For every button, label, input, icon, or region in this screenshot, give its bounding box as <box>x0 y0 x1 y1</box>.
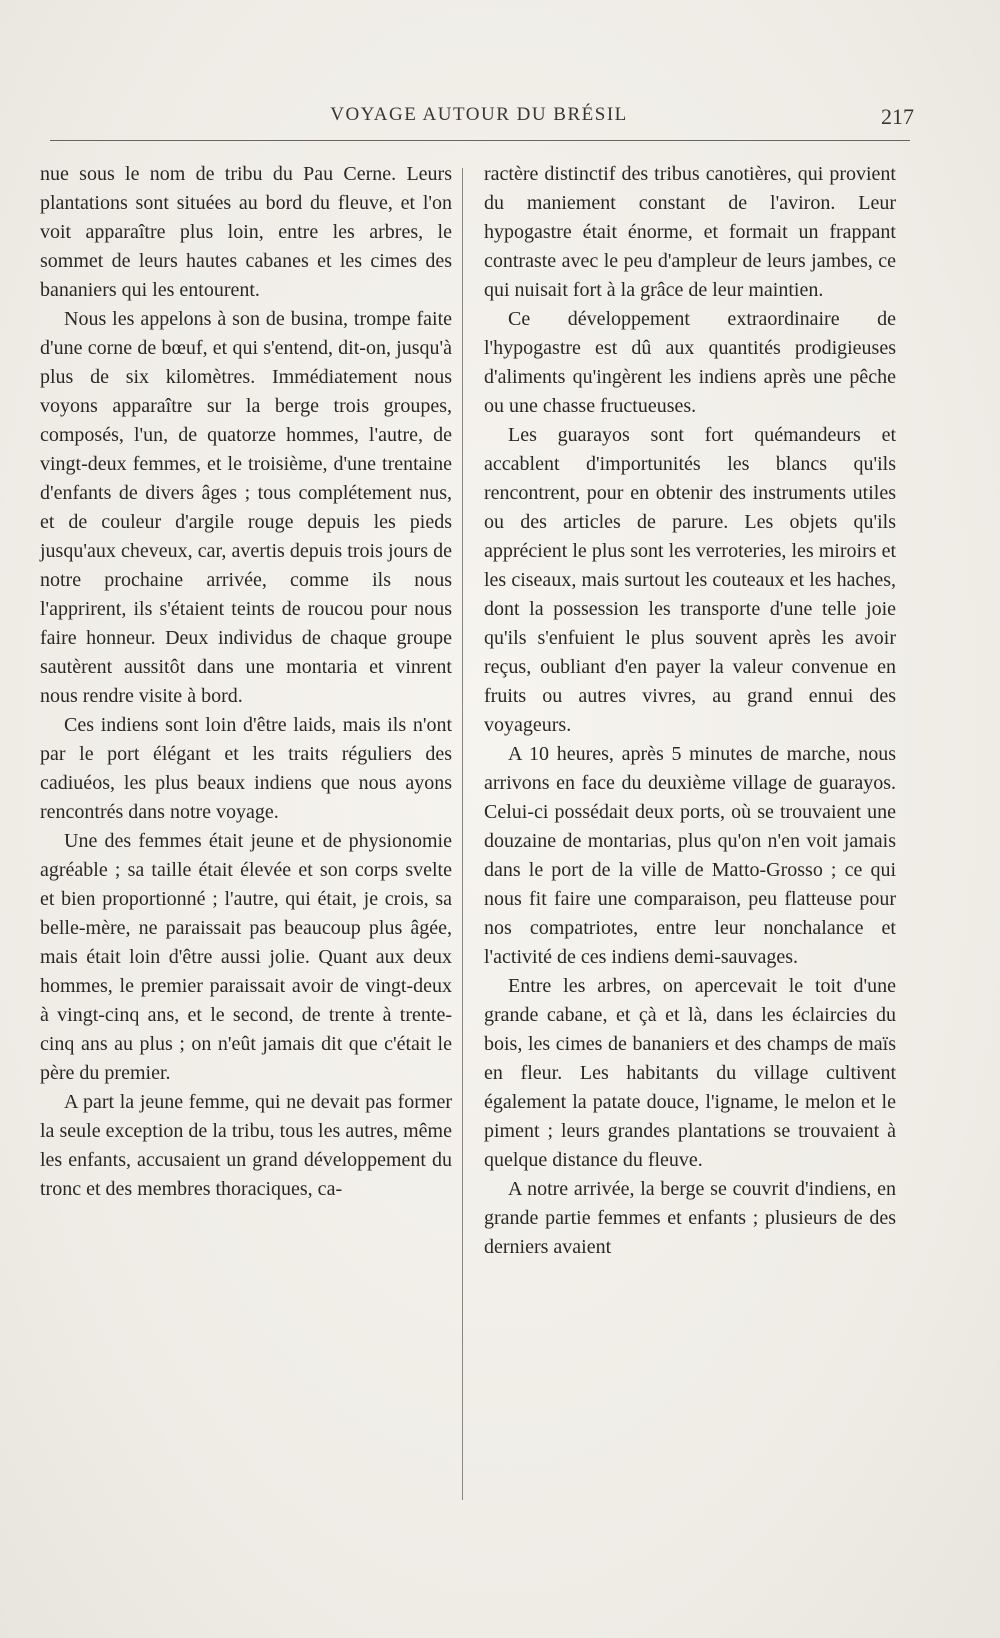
running-title: VOYAGE AUTOUR DU BRÉSIL <box>330 104 628 125</box>
paragraph: ractère distinctif des tribus canotières, qui provient du maniement constant de l'aviron. Leur hypogastre était énorme, et formait un frappant contraste avec le peu d'ampleur de leurs jambes, ce qui nuisait fort à la grâce de leur maintien. <box>484 163 896 301</box>
right-column <box>484 160 896 1510</box>
column-divider <box>462 168 463 1500</box>
paragraph: nue sous le nom de tribu du Pau Cerne. Leurs plantations sont situées au bord du fleuve, et l'on voit apparaître plus loin, entre les arbres, le sommet de leurs hautes cabanes et les cimes des bananiers qui les entourent. <box>40 163 452 301</box>
paragraph: Ces indiens sont loin d'être laids, mais ils n'ont par le port élégant et les traits réguliers des cadiuéos, les plus beaux indiens que nous ayons rencontrés dans notre voyage. <box>40 714 452 823</box>
paragraph: Ce développement extraordinaire de l'hypogastre est dû aux quantités prodigieuses d'aliments qu'ingèrent les indiens après une pêche ou une chasse fructueuses. <box>484 308 896 417</box>
paragraph: Nous les appelons à son de busina, trompe faite d'une corne de bœuf, et qui s'entend, dit-on, jusqu'à plus de six kilomètres. Immédiatement nous voyons apparaître sur la berge trois groupes, composés, l'un, de quatorze hommes, l'autre, de vingt-deux femmes, et le troisième, d'une trentaine d'enfants de divers âges ; tous complétement nus, et de couleur d'argile rouge depuis les pieds jusqu'aux cheveux, car, avertis depuis trois jours de notre prochaine arrivée, comme ils nous l'apprirent, ils s'étaient teints de roucou pour nous faire honneur. Deux individus de chaque groupe sautèrent aussitôt dans une montaria et vinrent nous rendre visite à bord. <box>40 308 452 707</box>
paragraph: A notre arrivée, la berge se couvrit d'indiens, en grande partie femmes et enfants ; plusieurs de des derniers avaient <box>484 1178 896 1258</box>
page-number: 217 <box>881 104 914 129</box>
page-header <box>44 100 914 130</box>
paragraph: Les guarayos sont fort quémandeurs et accablent d'importunités les blancs qu'ils rencontrent, pour en obtenir des instruments utiles ou des articles de parure. Les objets qu'ils apprécient le plus sont les verroteries, les miroirs et les ciseaux, mais surtout les couteaux et les haches, dont la possession les transporte d'une telle joie qu'ils s'enfuient le plus souvent après les avoir reçus, oubliant d'en payer la valeur convenue en fruits ou autres vivres, au grand ennui des voyageurs. <box>484 424 896 736</box>
paragraph: A 10 heures, après 5 minutes de marche, nous arrivons en face du deuxième village de guarayos. Celui-ci possédait deux ports, où se trouvaient une douzaine de montarias, plus qu'on n'en voit jamais dans le port de la ville de Matto-Grosso ; ce qui nous fit faire une comparaison, peu flatteuse pour nos compatriotes, entre leur nonchalance et l'activité de ces indiens demi-sauvages. <box>484 743 896 968</box>
paragraph: Une des femmes était jeune et de physionomie agréable ; sa taille était élevée et son corps svelte et bien proportionné ; l'autre, qui était, je crois, sa belle-mère, ne paraissait pas beaucoup plus âgée, mais était loin d'être aussi jolie. Quant aux deux hommes, le premier paraissait avoir de vingt-deux à vingt-cinq ans, et le second, de trente à trente-cinq ans au plus ; on n'eût jamais dit que c'était le père du premier. <box>40 830 452 1084</box>
paragraph: Entre les arbres, on apercevait le toit d'une grande cabane, et çà et là, dans les éclaircies du bois, les cimes de bananiers et des champs de maïs en fleur. Les habitants du village cultivent également la patate douce, l'igname, le melon et le piment ; leurs grandes plantations se trouvaient à quelque distance du fleuve. <box>484 975 896 1171</box>
paragraph: A part la jeune femme, qui ne devait pas former la seule exception de la tribu, tous les autres, même les enfants, accusaient un grand développement du tronc et des membres thoraciques, ca- <box>40 1091 452 1200</box>
left-column <box>40 160 452 1510</box>
header-rule <box>50 140 910 141</box>
